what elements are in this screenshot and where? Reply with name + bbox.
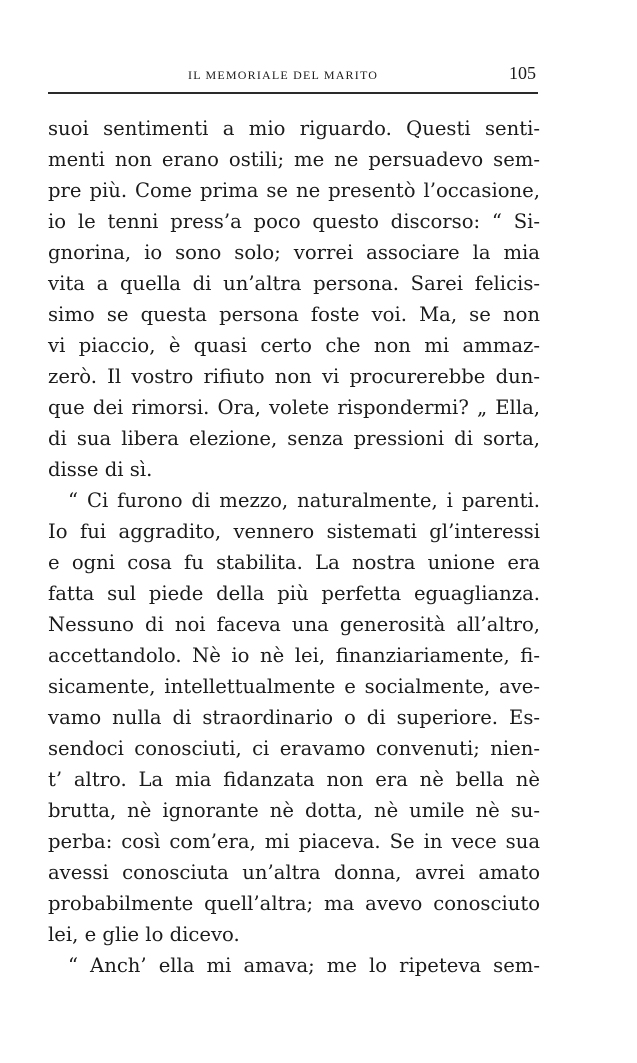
text-line: lei, e glie lo dicevo. [48, 923, 240, 946]
text-line: io le tenni press’a poco questo discorso: “ Si- [48, 210, 540, 233]
text-line: “ Anch’ ella mi amava; me lo ripeteva sem- [68, 954, 540, 977]
text-line: que dei rimorsi. Ora, volete rispondermi? „ Ella, [48, 396, 540, 419]
text-line: vita a quella di un’altra persona. Sarei felicis- [48, 272, 540, 295]
text-line: suoi sentimenti a mio riguardo. Questi senti- [48, 117, 540, 140]
text-line: disse di sì. [48, 458, 153, 481]
text-line: sicamente, intellettualmente e socialmente, ave- [48, 675, 540, 698]
text-line: accettandolo. Nè io nè lei, finanziariamente, fi- [48, 644, 540, 667]
text-line: di sua libera elezione, senza pressioni di sorta, [48, 427, 540, 450]
page-number: 105 [509, 63, 536, 83]
text-line: fatta sul piede della più perfetta eguaglianza. [48, 582, 540, 605]
text-line: Nessuno di noi faceva una generosità all’altro, [48, 613, 540, 636]
running-header [48, 62, 538, 94]
body-text [48, 113, 540, 981]
running-title: IL MEMORIALE DEL MARITO [188, 68, 379, 82]
text-line: simo se questa persona foste voi. Ma, se non [48, 303, 540, 326]
text-line: e ogni cosa fu stabilita. La nostra unione era [48, 551, 540, 574]
text-line: t’ altro. La mia fidanzata non era nè bella nè [48, 768, 540, 791]
text-line: gnorina, io sono solo; vorrei associare la mia [48, 241, 540, 264]
text-line: menti non erano ostili; me ne persuadevo sem- [48, 148, 540, 171]
text-line: pre più. Come prima se ne presentò l’occasione, [48, 179, 540, 202]
text-line: “ Ci furono di mezzo, naturalmente, i parenti. [68, 489, 540, 512]
text-line: vi piaccio, è quasi certo che non mi ammaz- [48, 334, 540, 357]
text-line: vamo nulla di straordinario o di superiore. Es- [48, 706, 540, 729]
text-line: perba: così com’era, mi piaceva. Se in vece sua [48, 830, 540, 853]
text-line: zerò. Il vostro rifiuto non vi procurerebbe dun- [48, 365, 540, 388]
text-line: Io fui aggradito, vennero sistemati gl’interessi [48, 520, 540, 543]
text-line: avessi conosciuta un’altra donna, avrei amato [48, 861, 540, 884]
text-line: sendoci conosciuti, ci eravamo convenuti; nien- [48, 737, 540, 760]
text-line: probabilmente quell’altra; ma avevo conosciuto [48, 892, 540, 915]
text-line: brutta, nè ignorante nè dotta, nè umile nè su- [48, 799, 540, 822]
